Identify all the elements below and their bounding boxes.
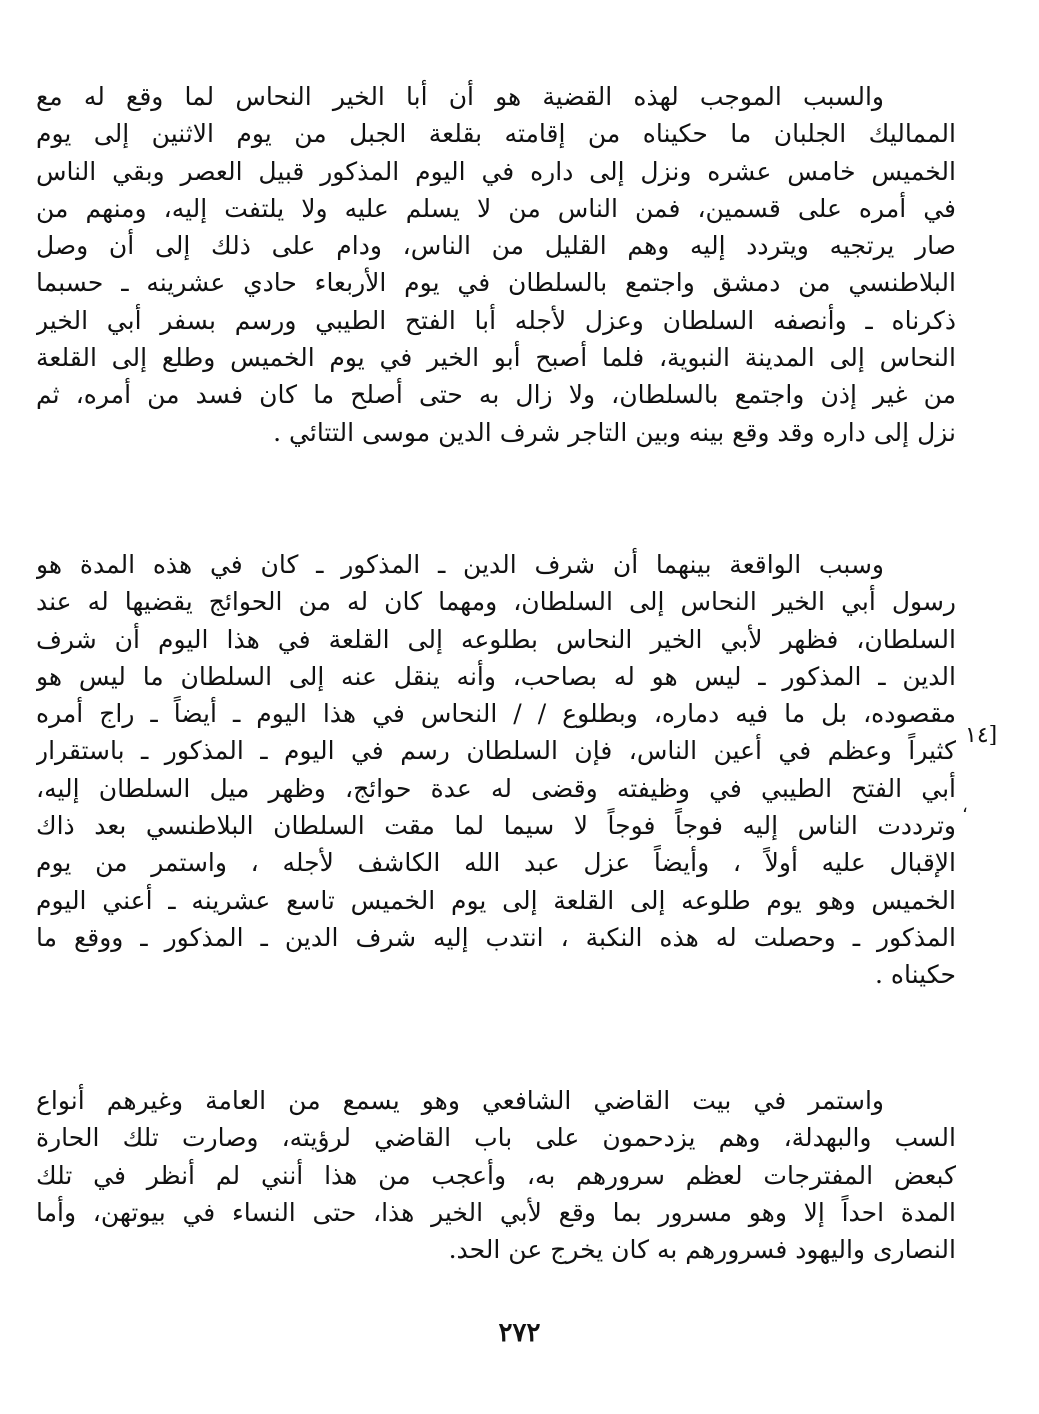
text-line: المماليك الجلبان ما حكيناه من إقامته بقلعة الجبل من يوم الاثنين إلى يوم (36, 119, 956, 149)
text-line: واستمر في بيت القاضي الشافعي وهو يسمع من العامة وغيرهم أنواع (36, 1086, 884, 1115)
text-line: ذكرناه ـ وأنصفه السلطان وعزل لأجله أبا الفتح الطيبي ورسم بسفر أبي الخير (36, 305, 956, 335)
text-line: السلطان، فظهر لأبي الخير النحاس بطلوعه إلى القلعة في هذا اليوم أن شرف (36, 624, 956, 654)
paragraph-2 (36, 546, 956, 994)
text-line: نزل إلى داره وقد وقع بينه وبين التاجر شرف الدين موسى التتائي . (273, 417, 956, 447)
text-line: النحاس إلى المدينة النبوية، فلما أصبح أبو الخير في يوم الخميس وطلع إلى القلعة (36, 343, 956, 373)
text-line: السب والبهدلة، وهم يزدحمون على باب القاضي لرؤيته، وصارت تلك الحارة (36, 1123, 956, 1153)
text-line: والسبب الموجب لهذه القضية هو أن أبا الخير النحاس لما وقع له مع (36, 82, 884, 111)
text-line: الدين ـ المذكور ـ ليس هو له بصاحب، وأنه ينقل عنه إلى السلطان ما ليس هو (36, 661, 956, 691)
text-line: الخميس وهو يوم طلوعه إلى القلعة إلى يوم الخميس تاسع عشرينه ـ أعني اليوم (36, 885, 956, 915)
text-line: المذكور ـ وحصلت له هذه النكبة ، انتدب إليه شرف الدين ـ المذكور ـ ووقع ما (36, 922, 956, 952)
text-line: مقصوده، بل ما فيه دماره، وبطلوع / / النحاس في هذا اليوم ـ أيضاً ـ راج أمره (36, 699, 956, 729)
text-line: وترددت الناس إليه فوجاً فوجاً لا سيما لما مقت السلطان البلاطنسي بعد ذاك (36, 811, 956, 841)
text-line: كبعض المفترجات لعظم سرورهم به، وأعجب من هذا أنني لم أنظر في تلك (36, 1160, 956, 1190)
text-line: صار يرتجيه ويتردد إليه وهم القليل من الناس، ودام على ذلك إلى أن وصل (36, 231, 956, 261)
text-line: حكيناه . (875, 960, 956, 990)
manuscript-folio-marker: [١٤ (965, 723, 998, 748)
text-line: كثيراً وعظم في أعين الناس، فإن السلطان رسم في اليوم ـ المذكور ـ باستقرار (36, 736, 956, 766)
text-line: الإقبال عليه أولاً ، وأيضاً عزل عبد الله الكاشف لأجله ، واستمر من يوم (36, 848, 956, 878)
text-line: الخميس خامس عشره ونزل إلى داره في اليوم المذكور قبيل العصر وبقي الناس (36, 156, 956, 186)
margin-mark: ، (962, 796, 968, 817)
text-line: وسبب الواقعة بينهما أن شرف الدين ـ المذكور ـ كان في هذه المدة هو (36, 550, 884, 579)
text-line: البلاطنسي من دمشق واجتمع بالسلطان في يوم الأربعاء حادي عشرينه ـ حسبما (36, 268, 956, 298)
paragraph-1 (36, 78, 956, 451)
text-line: النصارى واليهود فسرورهم به كان يخرج عن الحد. (448, 1235, 956, 1265)
text-line: في أمره على قسمين، فمن الناس من لا يسلم عليه ولا يلتفت إليه، ومنهم من (36, 193, 956, 223)
text-line: رسول أبي الخير النحاس إلى السلطان، ومهما كان له من الحوائج يقضيها له عند (36, 587, 956, 617)
page-number: ٢٧٢ (498, 1318, 541, 1348)
text-line: أبي الفتح الطيبي في وظيفته وقضى له عدة حوائج، وظهر ميل السلطان إليه، (36, 773, 956, 803)
paragraph-3 (36, 1082, 956, 1268)
text-line: من غير إذن واجتمع بالسلطان، ولا زال به حتى أصلح ما كان فسد من أمره، ثم (36, 380, 956, 410)
text-line: المدة احداً إلا وهو مسرور بما وقع لأبي الخير هذا، حتى النساء في بيوتهن، وأما (36, 1197, 956, 1227)
